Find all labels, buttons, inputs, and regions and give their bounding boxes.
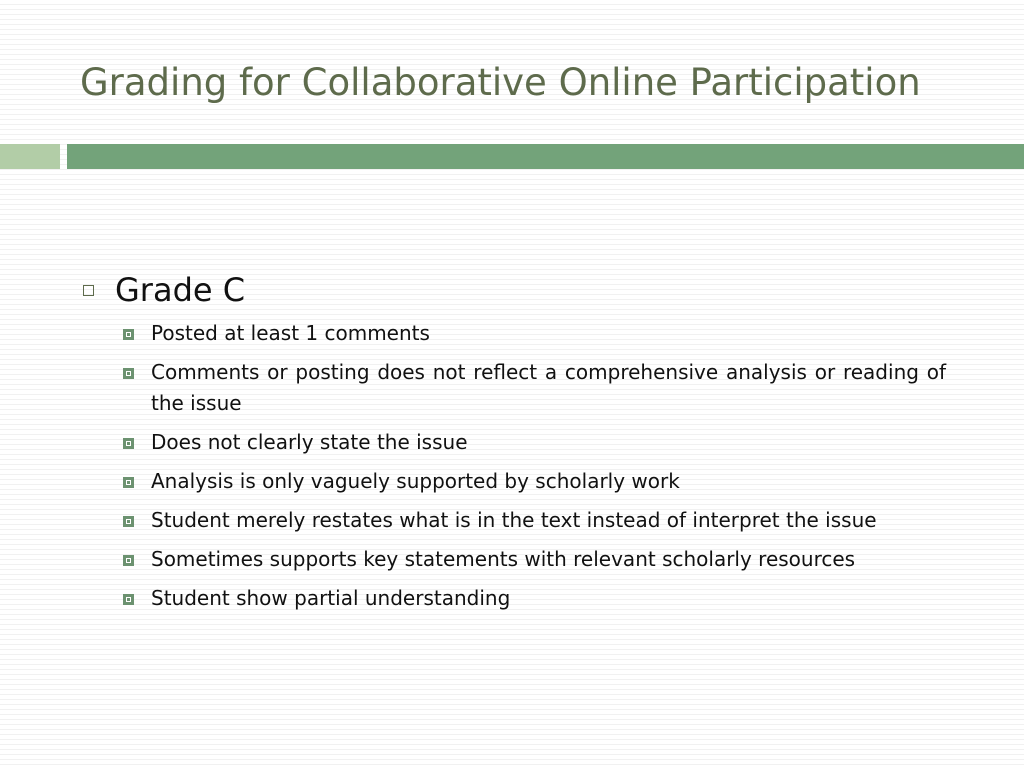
list-item xyxy=(120,357,946,419)
list-item xyxy=(120,583,946,614)
hollow-square-bullet-icon xyxy=(83,285,94,296)
list-item-text: Student show partial understanding xyxy=(151,586,511,610)
grade-heading: Grade C xyxy=(115,271,246,309)
square-bullet-icon xyxy=(123,594,134,605)
criteria-list xyxy=(120,318,946,622)
list-item-text: Sometimes supports key statements with relevant scholarly resources xyxy=(151,547,856,571)
slide-title: Grading for Collaborative Online Participation xyxy=(80,61,921,104)
square-bullet-icon xyxy=(123,477,134,488)
list-item xyxy=(120,466,946,497)
list-item-text: Analysis is only vaguely supported by scholarly work xyxy=(151,469,680,493)
list-item-text: Comments or posting does not reflect a comprehensive analysis or reading of the issue xyxy=(151,360,946,415)
list-item xyxy=(120,544,946,575)
square-bullet-icon xyxy=(123,516,134,527)
list-item-text: Does not clearly state the issue xyxy=(151,430,468,454)
square-bullet-icon xyxy=(123,438,134,449)
list-item-text: Posted at least 1 comments xyxy=(151,321,430,345)
list-item xyxy=(120,427,946,458)
title-bar-accent-main xyxy=(67,144,1024,169)
square-bullet-icon xyxy=(123,368,134,379)
list-item xyxy=(120,505,946,536)
level1-bullet xyxy=(80,270,940,310)
list-item-text: Student merely restates what is in the text instead of interpret the issue xyxy=(151,508,877,532)
square-bullet-icon xyxy=(123,555,134,566)
list-item xyxy=(120,318,946,349)
title-bar-accent-left xyxy=(0,144,60,169)
square-bullet-icon xyxy=(123,329,134,340)
